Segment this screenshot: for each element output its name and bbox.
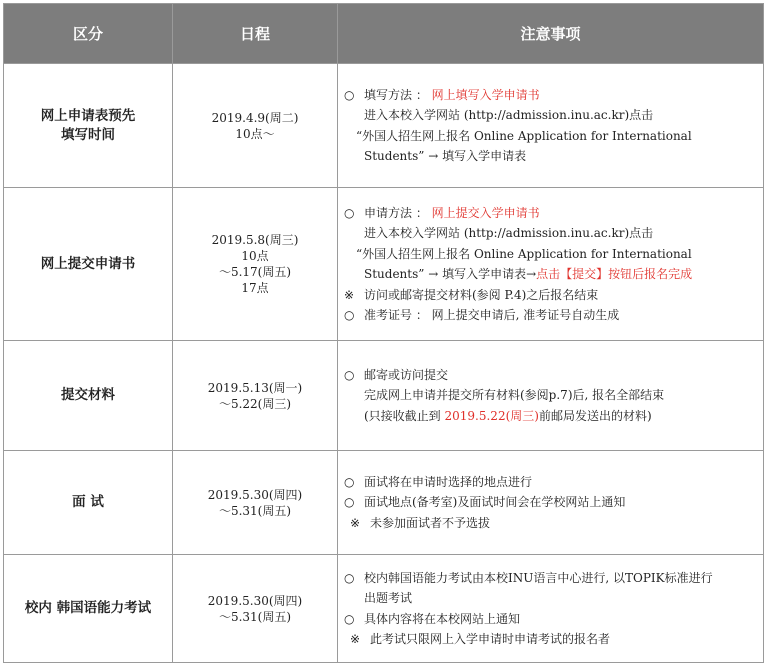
row-schedule: 2019.5.30(周四) ～5.31(周五) <box>173 451 338 555</box>
table-row <box>4 341 764 451</box>
row-notes: ○ 申请方法 ： 网上提交入学申请书 进入本校入学网站 (http://admission.inu.ac.kr)点击 “外国人招生网上报名 Online Application for International Students” → 填写入学申请表→点击【提交】按钮后报名完成 ※ 访问或邮寄提交材料(参阅 P.4)之后报名结束 ○ 准考证号 ： 网上提交申请后, 准考证号自动生成 <box>338 188 764 341</box>
table-header-row <box>4 4 764 64</box>
header-notes: 注意事项 <box>338 4 764 64</box>
row-category: 校内 韩国语能力考试 <box>4 555 173 663</box>
row-category: 网上提交申请书 <box>4 188 173 341</box>
row-category: 网上申请表预先 填写时间 <box>4 64 173 188</box>
table-row <box>4 188 764 341</box>
header-schedule: 日程 <box>173 4 338 64</box>
row-schedule: 2019.4.9(周二) 10点～ <box>173 64 338 188</box>
row-notes: ○ 邮寄或访问提交 完成网上申请并提交所有材料(参阅p.7)后, 报名全部结束 (只接收截止到 2019.5.22(周三)前邮局发送出的材料) <box>338 341 764 451</box>
row-schedule: 2019.5.8(周三) 10点 ～5.17(周五) 17点 <box>173 188 338 341</box>
row-notes: ○ 面试将在申请时选择的地点进行 ○ 面试地点(备考室)及面试时间会在学校网站上通知 ※ 未参加面试者不予选拔 <box>338 451 764 555</box>
table-row <box>4 555 764 663</box>
row-category: 面 试 <box>4 451 173 555</box>
row-category: 提交材料 <box>4 341 173 451</box>
header-category: 区分 <box>4 4 173 64</box>
row-notes: ○ 校内韩国语能力考试由本校INU语言中心进行, 以TOPIK标准进行 出题考试 ○ 具体内容将在本校网站上通知 ※ 此考试只限网上入学申请时申请考试的报名者 <box>338 555 764 663</box>
schedule-table <box>3 3 764 663</box>
row-schedule: 2019.5.30(周四) ～5.31(周五) <box>173 555 338 663</box>
row-schedule: 2019.5.13(周一) ～5.22(周三) <box>173 341 338 451</box>
row-notes: ○ 填写方法 ： 网上填写入学申请书 进入本校入学网站 (http://admission.inu.ac.kr)点击 “外国人招生网上报名 Online Application for International Students” → 填写入学申请表 <box>338 64 764 188</box>
table-row <box>4 64 764 188</box>
table-row <box>4 451 764 555</box>
